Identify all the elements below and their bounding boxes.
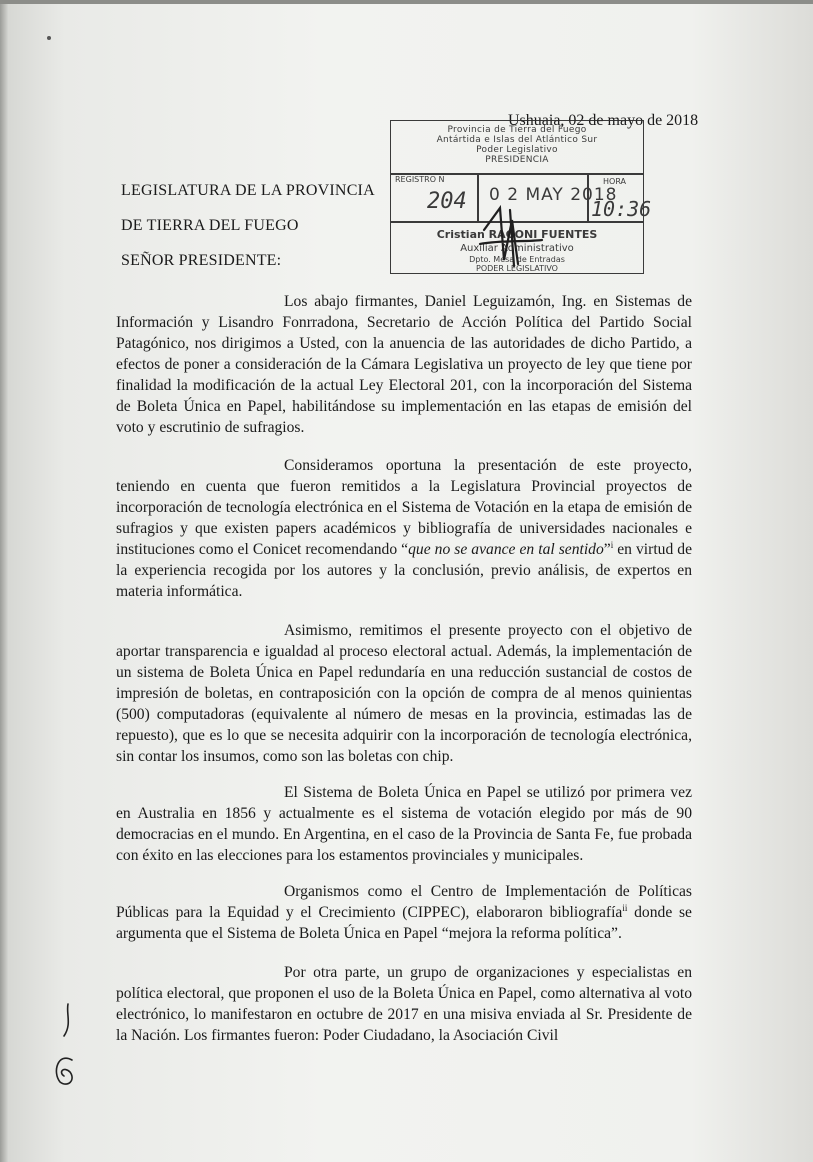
stamp-signer-org: PODER LEGISLATIVO	[476, 264, 558, 273]
page-top-edge	[0, 0, 813, 4]
paragraph-4: El Sistema de Boleta Única en Papel se utilizó por primera vez en Australia en 1856 y actualmente es el sistema de votación elegido por más de 90 democracias en el mundo. En Argentina, en el caso de la Provincia de Santa Fe, fue probada con éxito en las elecciones para los estamentos provinciales y municipales.	[116, 784, 692, 864]
place-date: Ushuaia, 02 de mayo de 2018	[508, 112, 699, 129]
paragraph-1: Los abajo firmantes, Daniel Leguizamón, Ing. en Sistemas de Información y Lisandro Fonrradona, Secretario de Acción Política del Partido Social Patagónico, nos dirigimos a Usted, con la anuencia de las autoridades de dicho Partido, a efectos de poner a consideración de la Cámara Legislativa un proyecto de ley que tiene por finalidad la modificación de la actual Ley Electoral 201, con la incorporación del Sistema de Boleta Única en Papel, habilitándose su implementación en las etapas de emisión del voto y escrutinio de sufragios.	[116, 293, 692, 436]
stamp-header-office: PRESIDENCIA	[485, 155, 549, 165]
paragraph-2	[116, 455, 692, 602]
paragraph-2-text: Consideramos oportuna la presentación de este proyecto, teniendo en cuenta que fueron remitidos a la Legislatura Provincial proyectos de incorporación de tecnología electrónica en el Sistema de Votación en la etapa de emisión de sufragios y que existen papers académicos y bibliografía de universidades nacionales e instituciones como el Conicet recomendando “	[116, 457, 692, 558]
addressee-line-1: LEGISLATURA DE LA PROVINCIA	[121, 182, 375, 199]
stamp-date: 0 2 MAY 2018	[489, 185, 618, 205]
addressee-line-2: DE TIERRA DEL FUEGO	[121, 217, 299, 234]
stamp-registro-label: REGISTRO N	[395, 175, 445, 184]
footnote-ref-ii: ii	[622, 902, 628, 913]
stamp-header-region: Antártida e Islas del Atlántico Sur	[436, 135, 598, 145]
handwritten-signature-icon	[470, 200, 550, 270]
stamp-hora-value: 10:36	[591, 197, 652, 221]
speck-mark	[47, 36, 51, 40]
paragraph-6: Por otra parte, un grupo de organizaciones y especialistas en política electoral, que proponen el uso de la Boleta Única en Papel, como alternativa al voto electrónico, lo manifestaron en octubre de 2017 en una misiva enviada al Sr. Presidente de la Nación. Los firmantes fueron: Poder Ciudadano, la Asociación Civil	[116, 964, 692, 1044]
handwritten-margin-mark-icon	[46, 1000, 86, 1090]
paragraph-2-quote-close: ”	[603, 541, 611, 558]
page-edge-shadow	[0, 0, 8, 1162]
stamp-hora-label: HORA	[603, 177, 627, 186]
stamp-registro-number: 204	[427, 189, 467, 214]
paragraph-5	[116, 881, 692, 944]
addressee-salutation: SEÑOR PRESIDENTE:	[121, 252, 282, 269]
stamp-signer-role: Auxiliar Administrativo	[460, 243, 574, 254]
paragraph-2-quote: que no se avance en tal sentido	[408, 541, 604, 558]
footnote-ref-i: i	[610, 539, 614, 550]
stamp-signer-dept: Dpto. Mesa de Entradas	[469, 255, 565, 264]
stamp-header-province: Provincia de Tierra del Fuego	[447, 125, 587, 135]
paragraph-3: Asimismo, remitimos el presente proyecto con el objetivo de aportar transparencia e igualdad al proceso electoral actual. Además, la implementación de un sistema de Boleta Única en Papel redundaría en una reducción sustancial de costos de impresión de boletas, en contraposición con la opción de compra de al menos quinientas (500) computadoras (equivalente al número de mesas en la provincia, estimadas las de repuesto), que es lo que se necesita adquirir con la incorporación de tecnología electrónica, sin contar los insumos, como son las boletas con chip.	[116, 622, 692, 765]
paragraph-5-text: Organismos como el Centro de Implementación de Políticas Públicas para la Equidad y el Crecimiento (CIPPEC), elaboraron bibliografía	[116, 883, 692, 921]
stamp-header-branch: Poder Legislativo	[476, 145, 558, 155]
paragraph-2-text-end: en virtud de la experiencia recogida por los autores y la conclusión, previo análisis, de expertos en materia informática.	[116, 541, 692, 600]
stamp-signer-name: Cristian RAGONI FUENTES	[436, 228, 598, 241]
paragraph-5-text-end: donde se argumenta que el Sistema de Boleta Única en Papel “mejora la reforma política”.	[116, 904, 692, 942]
stamp-header	[391, 125, 643, 165]
